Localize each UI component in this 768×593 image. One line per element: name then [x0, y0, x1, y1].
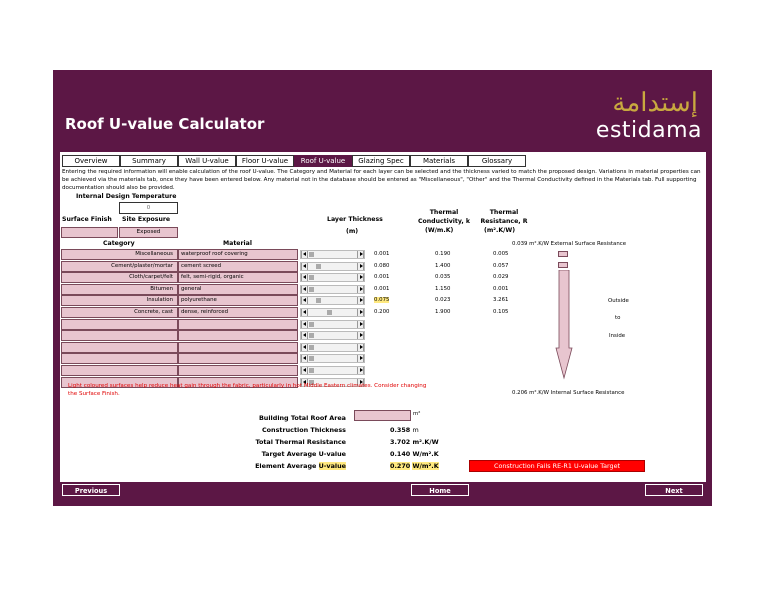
arrow-left-icon[interactable]: [301, 355, 308, 362]
layer-thickness-value: 0.080: [374, 263, 390, 269]
arrow-right-icon[interactable]: [357, 251, 364, 258]
arrow-right-icon[interactable]: [357, 321, 364, 328]
slider-thumb[interactable]: [316, 298, 321, 303]
target-u-value: 0.140 W/m².K: [390, 450, 439, 458]
arrow-left-icon[interactable]: [301, 274, 308, 281]
layer-category-select[interactable]: Concrete, cast: [61, 307, 178, 318]
layer-category-select[interactable]: Insulation: [61, 295, 178, 306]
slider-thumb[interactable]: [309, 322, 314, 327]
home-button[interactable]: Home: [411, 484, 469, 496]
design-temp-label: Internal Design Temperature: [76, 193, 177, 200]
layer-category-select[interactable]: Bitumen: [61, 284, 178, 295]
app-frame: [53, 70, 712, 506]
status-badge: Construction Fails RE-R1 U-value Target: [469, 460, 645, 472]
layer-material-select[interactable]: dense, reinforced: [178, 307, 298, 318]
layer-resistance-value: 0.057: [493, 263, 509, 269]
layer-conductivity-value: 1.150: [435, 286, 451, 292]
direction-outside: Outside: [608, 298, 629, 304]
layer-material-select[interactable]: [178, 342, 298, 353]
roof-area-label: Building Total Roof Area: [258, 414, 346, 422]
arrow-left-icon[interactable]: [301, 309, 308, 316]
layer-thickness-value: 0.001: [374, 251, 390, 257]
layer-thickness-slider[interactable]: [300, 343, 365, 352]
category-header: Category: [103, 240, 135, 247]
slider-thumb[interactable]: [309, 356, 314, 361]
title-bar: [53, 70, 712, 152]
surface-finish-label: Surface Finish: [62, 216, 112, 223]
layer-thickness-slider[interactable]: [300, 366, 365, 375]
logo-arabic: إستدامة: [612, 88, 698, 118]
design-temp-input[interactable]: 0: [119, 202, 178, 214]
layer-thickness-slider[interactable]: [300, 320, 365, 329]
tab-floor-u-value[interactable]: Floor U-value: [236, 155, 294, 167]
layer-resistance-value: 0.005: [493, 251, 509, 257]
tab-wall-u-value[interactable]: Wall U-value: [178, 155, 236, 167]
layer-thickness-slider[interactable]: [300, 262, 365, 271]
layer-category-select[interactable]: [61, 353, 178, 364]
construction-thickness-label: Construction Thickness: [261, 426, 346, 434]
direction-inside: Inside: [609, 333, 626, 339]
conductivity-header: Thermal Conductivity, k: [417, 209, 471, 225]
layer-category-select[interactable]: [61, 365, 178, 376]
layer-thickness-unit: (m): [346, 228, 359, 235]
layer-category-select[interactable]: Miscellaneous: [61, 249, 178, 260]
element-u-value: 0.270 W/m².K: [390, 462, 439, 470]
layer-category-select[interactable]: [61, 330, 178, 341]
layer-resistance-value: 0.105: [493, 309, 509, 315]
external-resistance-label: 0.039 m².K/W External Surface Resistance: [512, 241, 627, 247]
layer-thickness-value: 0.200: [374, 309, 390, 315]
layer-thickness-value: 0.001: [374, 286, 390, 292]
layer-resistance-value: 0.029: [493, 274, 509, 280]
total-resistance-value: 3.702 m².K/W: [390, 438, 439, 446]
internal-resistance-label: 0.206 m².K/W Internal Surface Resistance: [512, 390, 625, 396]
arrow-left-icon[interactable]: [301, 263, 308, 270]
tab-summary[interactable]: Summary: [120, 155, 178, 167]
layer-thickness-slider[interactable]: [300, 296, 365, 305]
next-button[interactable]: Next: [645, 484, 703, 496]
layer-resistance-value: 0.001: [493, 286, 509, 292]
tab-glossary[interactable]: Glossary: [468, 155, 526, 167]
layer-resistance-value: 3.261: [493, 297, 509, 303]
arrow-right-icon[interactable]: [357, 309, 364, 316]
roof-area-input[interactable]: [354, 410, 411, 421]
surface-finish-warning: Light coloured surfaces help reduce heat gain through the fabric, particularly in hot Middle Eastern climates. Consider changing the Surface Finish.: [68, 383, 427, 397]
tab-materials[interactable]: Materials: [410, 155, 468, 167]
layer-material-select[interactable]: [178, 353, 298, 364]
outer-layer-marker: [558, 262, 568, 268]
layer-conductivity-value: 1.900: [435, 309, 451, 315]
total-resistance-label: Total Thermal Resistance: [255, 438, 346, 446]
layer-material-select[interactable]: [178, 319, 298, 330]
layer-material-select[interactable]: [178, 330, 298, 341]
layer-material-select[interactable]: polyurethane: [178, 295, 298, 306]
layer-thickness-value: 0.075: [374, 297, 390, 303]
layer-thickness-slider[interactable]: [300, 331, 365, 340]
layer-thickness-slider[interactable]: [300, 285, 365, 294]
layer-category-select[interactable]: Cement/plaster/mortar: [61, 261, 178, 272]
direction-to: to: [615, 315, 621, 321]
slider-thumb[interactable]: [327, 310, 332, 315]
arrow-right-icon[interactable]: [357, 274, 364, 281]
tab-roof-u-value[interactable]: Roof U-value: [294, 155, 352, 167]
layer-conductivity-value: 0.190: [435, 251, 451, 257]
tab-overview[interactable]: Overview: [62, 155, 120, 167]
element-u-value-label: Element Average U-value: [255, 462, 346, 470]
arrow-left-icon[interactable]: [301, 344, 308, 351]
surface-finish-select[interactable]: [61, 227, 118, 238]
heat-flow-arrow-icon: [555, 270, 573, 380]
arrow-left-icon[interactable]: [301, 321, 308, 328]
site-exposure-label: Site Exposure: [122, 216, 171, 223]
arrow-left-icon[interactable]: [301, 367, 308, 374]
conductivity-unit: (W/m.K): [425, 227, 454, 234]
arrow-right-icon[interactable]: [357, 355, 364, 362]
slider-thumb[interactable]: [316, 264, 321, 269]
layer-thickness-value: 0.001: [374, 274, 390, 280]
layer-material-select[interactable]: general: [178, 284, 298, 295]
arrow-left-icon[interactable]: [301, 251, 308, 258]
slider-thumb[interactable]: [309, 287, 314, 292]
layer-conductivity-value: 0.035: [435, 274, 451, 280]
intro-text: Entering the required information will enable calculation of the roof U-value. The Category and Material for each layer can be selected and the thickness varied to match the proposed design. Variations in material properties can be achieved via the materials tab, once they have been entered below. Any material not in the database should be entered as "Miscellaneous", "Other" and the Thermal Conductivity defined in the Materials tab. Full supporting documentation should also be provided.: [62, 169, 701, 191]
arrow-right-icon[interactable]: [357, 263, 364, 270]
resistance-header: Thermal Resistance, R: [480, 209, 528, 225]
slider-thumb[interactable]: [309, 333, 314, 338]
layer-thickness-slider[interactable]: [300, 273, 365, 282]
layer-category-select[interactable]: [61, 342, 178, 353]
layer-thickness-slider[interactable]: [300, 250, 365, 259]
tab-glazing-spec[interactable]: Glazing Spec: [352, 155, 410, 167]
arrow-right-icon[interactable]: [357, 286, 364, 293]
roof-area-unit: m²: [413, 411, 421, 417]
previous-button[interactable]: Previous: [62, 484, 120, 496]
target-u-value-label: Target Average U-value: [261, 450, 346, 458]
arrow-left-icon[interactable]: [301, 286, 308, 293]
outer-layer-marker: [558, 251, 568, 257]
layer-material-select[interactable]: [178, 365, 298, 376]
construction-thickness-value: 0.358 m: [390, 426, 419, 434]
arrow-right-icon[interactable]: [357, 344, 364, 351]
logo-latin: estidama: [595, 118, 702, 143]
resistance-unit: (m².K/W): [484, 227, 516, 234]
layer-thickness-header: Layer Thickness: [327, 216, 383, 223]
layer-category-select[interactable]: Cloth/carpet/felt: [61, 272, 178, 283]
arrow-right-icon[interactable]: [357, 367, 364, 374]
layer-conductivity-value: 1.400: [435, 263, 451, 269]
slider-thumb[interactable]: [309, 252, 314, 257]
layer-thickness-slider[interactable]: [300, 308, 365, 317]
slider-thumb[interactable]: [309, 368, 314, 373]
slider-thumb[interactable]: [309, 275, 314, 280]
arrow-right-icon[interactable]: [357, 297, 364, 304]
site-exposure-select[interactable]: Exposed: [119, 227, 178, 238]
layer-material-select[interactable]: felt, semi-rigid, organic: [178, 272, 298, 283]
material-header: Material: [223, 240, 252, 247]
arrow-left-icon[interactable]: [301, 332, 308, 339]
layer-material-select[interactable]: cement screed: [178, 261, 298, 272]
calculator-sheet: [60, 152, 706, 482]
layer-category-select[interactable]: [61, 319, 178, 330]
arrow-left-icon[interactable]: [301, 297, 308, 304]
arrow-right-icon[interactable]: [357, 332, 364, 339]
app-title: Roof U-value Calculator: [65, 115, 265, 133]
layer-material-select[interactable]: waterproof roof covering: [178, 249, 298, 260]
slider-thumb[interactable]: [309, 345, 314, 350]
layer-conductivity-value: 0.023: [435, 297, 451, 303]
layer-thickness-slider[interactable]: [300, 354, 365, 363]
